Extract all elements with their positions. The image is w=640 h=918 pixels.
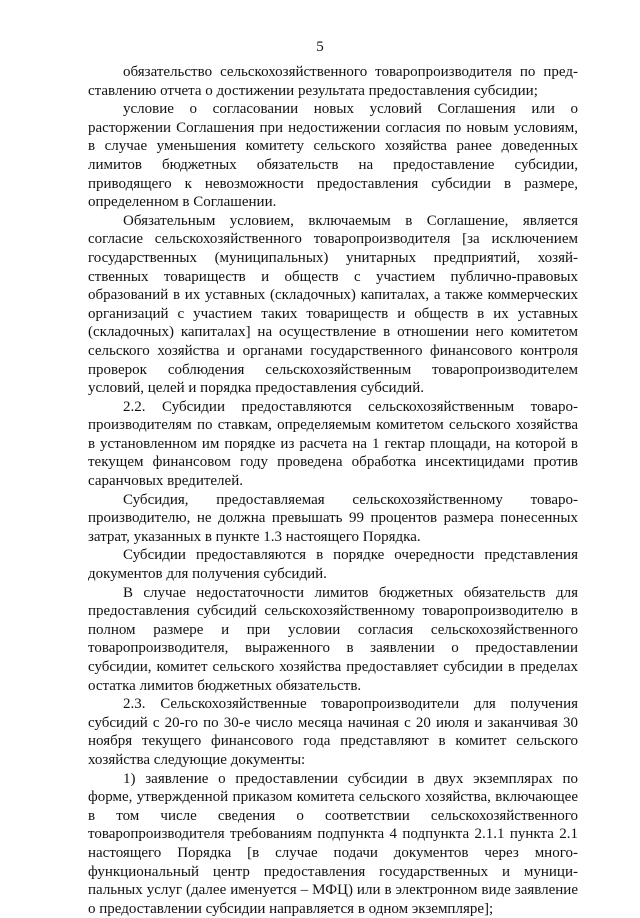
page-number: 5 <box>316 39 324 55</box>
document-body <box>88 63 578 918</box>
paragraph-insufficient-limits: В случае недостаточности лимитов бюджетных обязательств для предоставления субсидий сельскохозяйственному товаропроизводителю в полном размере и при условии согласия сельскохозяйственного товаропроизводителя, выраженного в заявлении о предоставлении субсидии, комитет сельского хозяйства предоставляет субсидии в пределах остатка лимитов бюджетных обязательств. <box>88 584 578 694</box>
paragraph-agreement-conditions: условие о согласовании новых условий Соглашения или о расторжении Соглашения при недостижении согласия по новым условиям, в случае уменьшения комитету сельского хозяйства ранее доведенных лимитов бюджетных обязательств на предоставление субсидии, приводящего к невозможности предоставления субсидии в размере, определенном в Соглашении. <box>88 101 578 211</box>
paragraph-mandatory-condition: Обязательным условием, включаемым в Соглашение, является согласие сельскохозяйственного товаропроизводителя [за исключением государственных (муниципальных) унитарных предприятий, хозяй-ственных товариществ и обществ с участием публично-правовых образований в их уставных (складочных) капиталах, а также коммерческих организаций с участием таких товариществ и обществ в их уставных (складочных) капиталах] на осуществление в отношении него комитетом сельского хозяйства и органами государственного финансового контроля проверок соблюдения сельскохозяйственным товаропроизводителем условий, целей и порядка предоставления субсидий. <box>88 212 578 397</box>
paragraph-subsidy-limit: Субсидия, предоставляемая сельскохозяйственному товаро-производителю, не должна превышать 99 процентов размера понесенных затрат, указанных в пункте 1.3 настоящего Порядка. <box>88 491 578 545</box>
paragraph-queue-order: Субсидии предоставляются в порядке очередности представления документов для получения субсидий. <box>88 547 578 583</box>
paragraph-item-1-application: 1) заявление о предоставлении субсидии в двух экземплярах по форме, утвержденной приказом комитета сельского хозяйства, включающее в том числе сведения о соответствии сельскохозяйственного товаропроизводителя требованиям подпункта 4 подпункта 2.1.1 пункта 2.1 настоящего Порядка [в случае подачи документов через много-функциональный центр предоставления государственных и муници-пальных услуг (далее именуется – МФЦ) или в электронном виде заявление о предоставлении субсидии направляется в одном экземпляре]; <box>88 770 578 917</box>
paragraph-2-3-documents: 2.3. Сельскохозяйственные товаропроизводители для получения субсидий с 20-го по 30-е число месяца начиная с 20 июля и заканчивая 30 ноября текущего финансового года представляют в комитет сельского хозяйства следующие документы: <box>88 696 578 768</box>
paragraph-2-2-rates: 2.2. Субсидии предоставляются сельскохозяйственным товаро-производителям по ставкам, определяемым комитетом сельского хозяйства в установленном им порядке из расчета на 1 гектар площади, на которой в текущем финансовом году проведена обработка инсектицидами против саранчовых вредителей. <box>88 398 578 490</box>
paragraph-reporting-obligation: обязательство сельскохозяйственного товаропроизводителя по пред-ставлению отчета о достижении результата предоставления субсидии; <box>88 64 578 99</box>
